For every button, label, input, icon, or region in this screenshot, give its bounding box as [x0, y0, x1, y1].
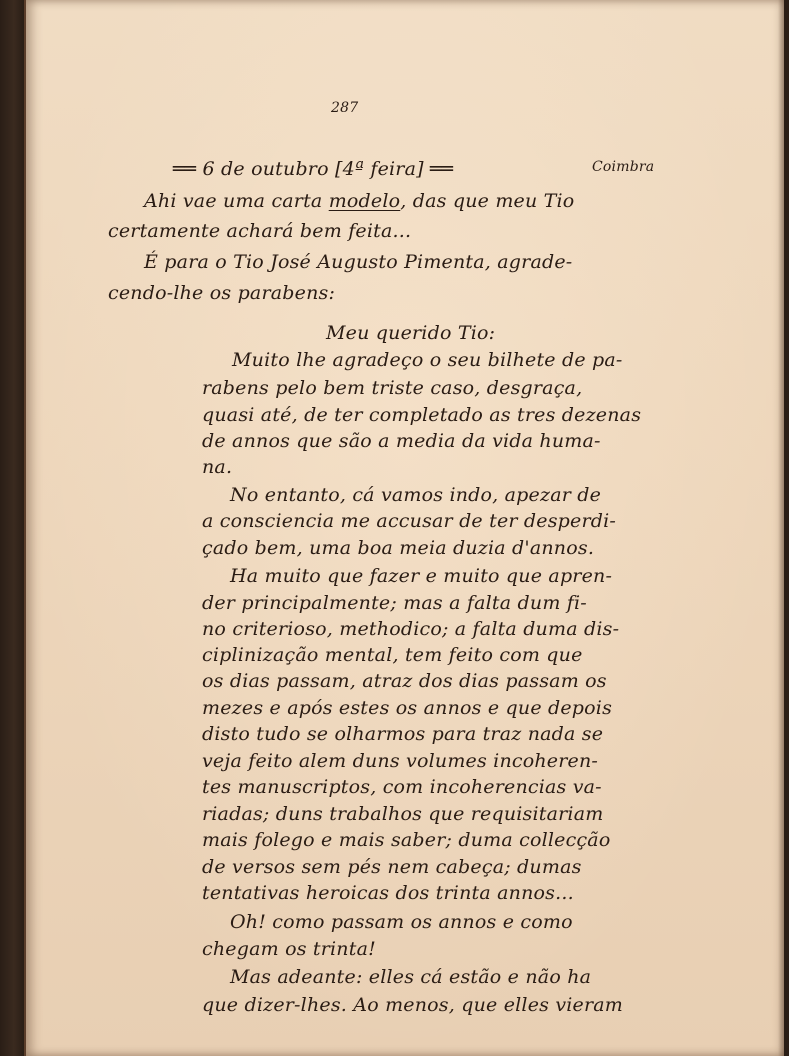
letter-line: quasi até, de ter completado as tres dezenas	[202, 404, 642, 426]
place-name: Coimbra	[592, 159, 655, 175]
letter-line: tes manuscriptos, com incoherencias va-	[202, 776, 602, 798]
letter-line: riadas; duns trabalhos que requisitariam	[202, 803, 604, 825]
letter-line: Oh! como passam os annos e como	[230, 911, 573, 933]
letter-line: tentativas heroicas dos trinta annos...	[202, 882, 574, 904]
letter-line: os dias passam, atraz dos dias passam os	[202, 670, 607, 692]
intro-line-2: certamente achará bem feita...	[108, 220, 412, 242]
letter-line: No entanto, cá vamos indo, apezar de	[230, 484, 602, 506]
letter-line: mais folego e mais saber; duma collecção	[202, 829, 611, 851]
letter-line: der principalmente; mas a falta dum fi-	[202, 592, 587, 614]
letter-line: disto tudo se olharmos para traz nada se	[202, 723, 604, 745]
letter-line: de annos que são a media da vida huma-	[202, 430, 601, 452]
letter-line: ciplinização mental, tem feito com que	[202, 644, 583, 666]
intro-line-1	[144, 192, 574, 211]
intro-line-1-emphasis: modelo	[328, 190, 401, 212]
salutation: Meu querido Tio:	[326, 322, 496, 344]
letter-line: que dizer-lhes. Ao menos, que elles vieram	[202, 994, 624, 1016]
letter-line: a consciencia me accusar de ter desperdi-	[202, 510, 617, 532]
letter-line: Mas adeante: elles cá estão e não ha	[230, 966, 592, 988]
letter-line: chegam os trinta!	[202, 938, 376, 960]
letter-line: mezes e após estes os annos e que depois	[202, 697, 613, 719]
letter-line: de versos sem pés nem cabeça; dumas	[202, 856, 582, 878]
letter-line: rabens pelo bem triste caso, desgraça,	[202, 377, 583, 399]
intro-line-1-after: , das que meu Tio	[400, 190, 575, 212]
manuscript-page	[24, 0, 784, 1056]
intro-line-4: cendo-lhe os parabens:	[108, 282, 336, 304]
letter-line: çado bem, uma boa meia duzia d'annos.	[202, 537, 595, 559]
letter-line: Muito lhe agradeço o seu bilhete de pa-	[232, 349, 623, 371]
letter-line: no criterioso, methodico; a falta duma dis-	[202, 618, 620, 640]
date-line: ══ 6 de outubro [4ª feira] ══	[173, 158, 454, 180]
letter-line: na.	[202, 456, 233, 478]
intro-line-1-before: Ahi vae uma carta	[144, 190, 329, 212]
letter-line: veja feito alem duns volumes incoheren-	[202, 750, 599, 772]
intro-line-3: É para o Tio José Augusto Pimenta, agrade-	[144, 251, 573, 273]
page-number: 287	[331, 100, 359, 116]
letter-line: Ha muito que fazer e muito que apren-	[230, 565, 613, 587]
